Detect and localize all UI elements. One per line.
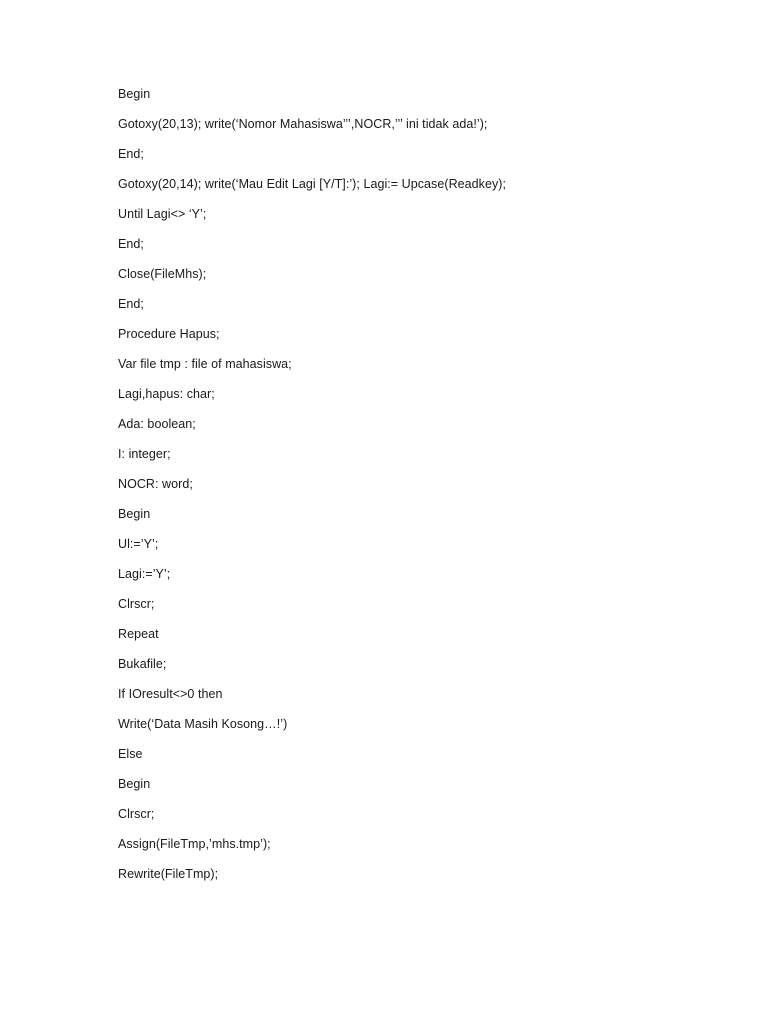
code-line: Clrscr; [118,597,155,611]
code-line: Write(‘Data Masih Kosong…!’) [118,717,288,731]
code-line: Rewrite(FileTmp); [118,867,219,881]
code-line: Gotoxy(20,13); write(‘Nomor Mahasiswa’’’,NOCR,’’’ ini tidak ada!’); [118,117,488,131]
code-line: Else [118,747,143,761]
code-line: Lagi,hapus: char; [118,387,215,401]
code-listing [118,85,506,895]
code-line: NOCR: word; [118,477,193,491]
code-line: Begin [118,777,151,791]
code-line: Close(FileMhs); [118,267,207,281]
code-line: Procedure Hapus; [118,327,220,341]
code-line: Clrscr; [118,807,155,821]
code-line: Bukafile; [118,657,167,671]
code-line: Gotoxy(20,14); write(‘Mau Edit Lagi [Y/T]:’); Lagi:= Upcase(Readkey); [118,177,506,191]
code-line: Until Lagi<> ‘Y’; [118,207,207,221]
code-line: I: integer; [118,447,171,461]
code-line: Assign(FileTmp,’mhs.tmp’); [118,837,271,851]
code-line: Ada: boolean; [118,417,196,431]
code-line: Begin [118,507,151,521]
code-line: End; [118,147,144,161]
code-line: Begin [118,87,151,101]
code-line: Var file tmp : file of mahasiswa; [118,357,292,371]
code-line: End; [118,297,144,311]
code-line: End; [118,237,144,251]
code-line: Lagi:=’Y’; [118,567,171,581]
code-line: Repeat [118,627,159,641]
code-line: If IOresult<>0 then [118,687,223,701]
code-line: Ul:=’Y’; [118,537,159,551]
